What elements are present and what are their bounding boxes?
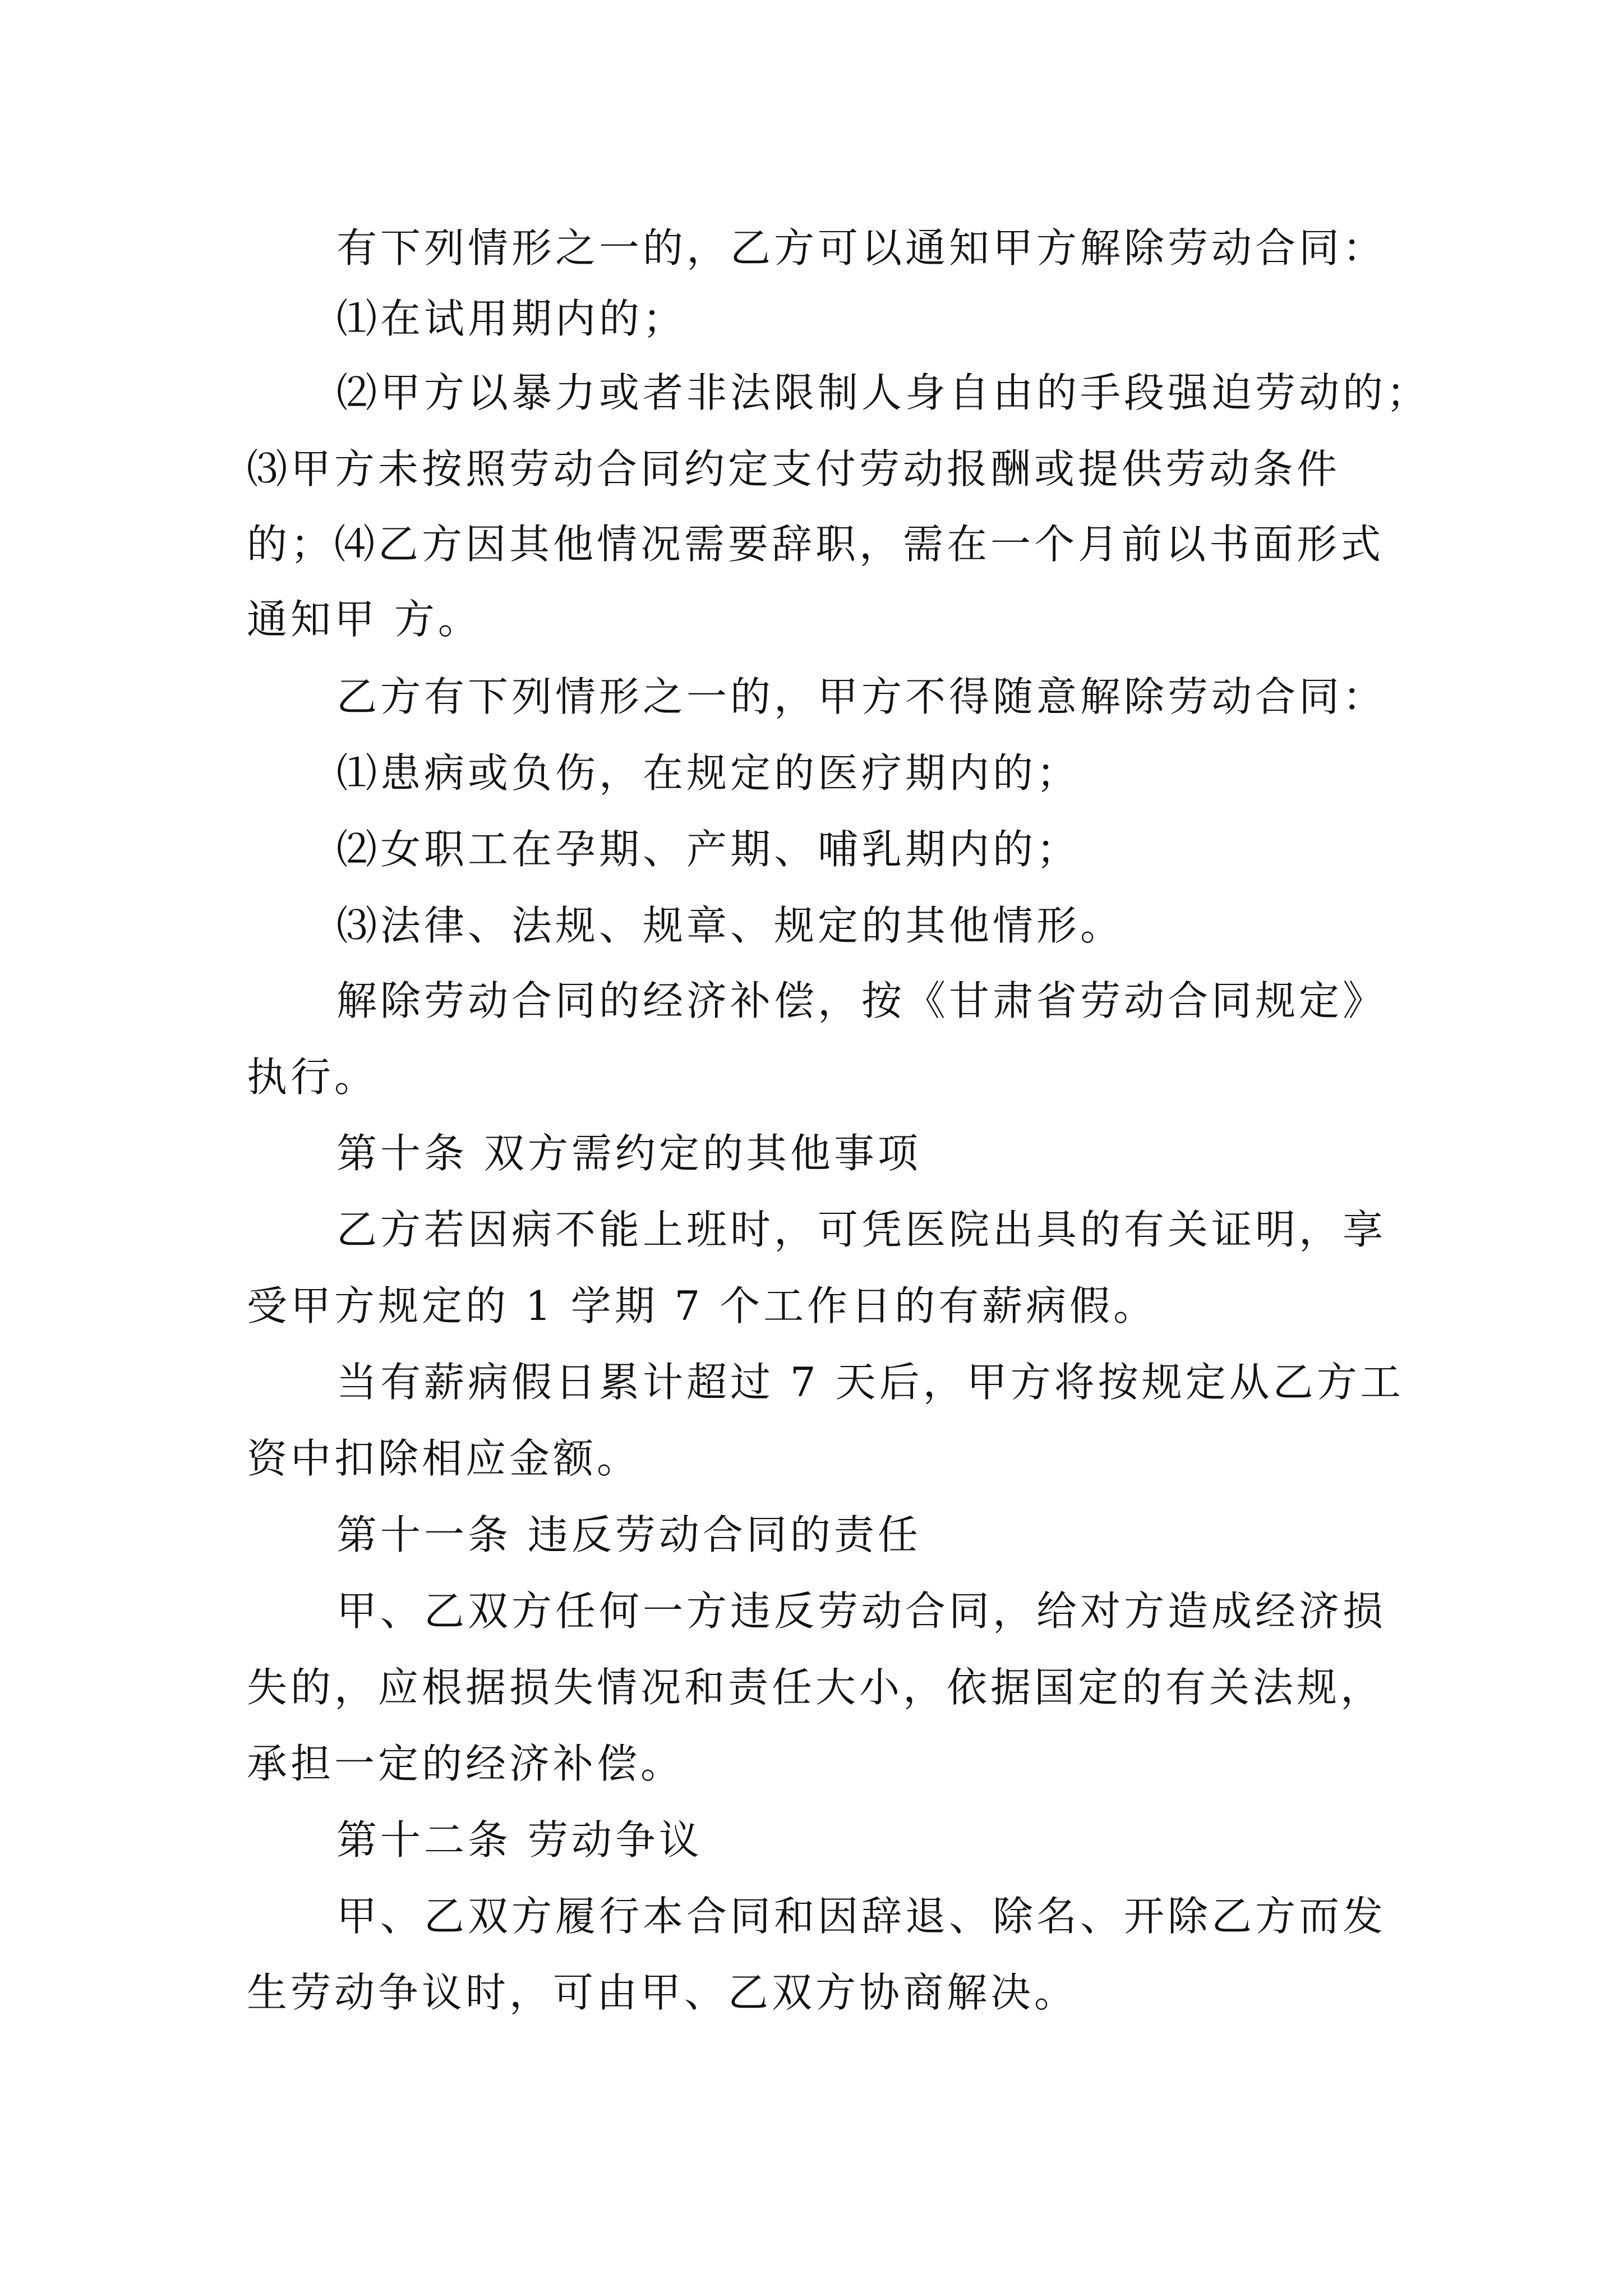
paragraph-line: 乙方若因病不能上班时，可凭医院出具的有关证明，享 [336, 1206, 1387, 1253]
paragraph-line: 有下列情形之一的，乙方可以通知甲方解除劳动合同： [336, 224, 1387, 272]
paragraph-line: 甲、乙双方履行本合同和因辞退、除名、开除乙方而发 [336, 1893, 1387, 1940]
section-heading: 第十一条 违反劳动合同的责任 [336, 1511, 921, 1558]
paragraph-line: 执行。 [247, 1053, 379, 1101]
paragraph-line: ⑶法律、法规、规章、规定的其他情形。 [336, 902, 1124, 949]
paragraph-line: 通知甲 方。 [247, 596, 482, 643]
paragraph-line: 乙方有下列情形之一的，甲方不得随意解除劳动合同： [336, 673, 1387, 720]
paragraph-line: ⑴在试用期内的； [336, 295, 687, 342]
paragraph-line: 当有薪病假日累计超过 7 天后，甲方将按规定从乙方工 [336, 1359, 1404, 1406]
paragraph-line: 承担一定的经济补偿。 [247, 1740, 685, 1787]
paragraph-line: ⑵女职工在孕期、产期、哺乳期内的； [336, 826, 1081, 873]
paragraph-line: ⑵甲方以暴力或者非法限制人身自由的手段强迫劳动的； [336, 369, 1431, 416]
paragraph-line: 解除劳动合同的经济补偿，按《甘肃省劳动合同规定》 [336, 977, 1387, 1024]
paragraph-line: 受甲方规定的 1 学期 7 个工作日的有薪病假。 [247, 1282, 1158, 1329]
paragraph-line: ⑶甲方未按照劳动合同约定支付劳动报酬或提供劳动条件 [247, 445, 1341, 493]
paragraph-line: 甲、乙双方任何一方违反劳动合同，给对方造成经济损 [336, 1588, 1387, 1635]
paragraph-line: 资中扣除相应金额。 [247, 1435, 641, 1482]
paragraph-line: 失的，应根据损失情况和责任大小，依据国定的有关法规， [247, 1664, 1385, 1711]
section-heading: 第十二条 劳动争议 [336, 1816, 703, 1864]
paragraph-line: 的；⑷乙方因其他情况需要辞职，需在一个月前以书面形式 [247, 521, 1385, 568]
section-heading: 第十条 双方需约定的其他事项 [336, 1130, 921, 1177]
paragraph-line: ⑴患病或负伤，在规定的医疗期内的； [336, 749, 1081, 797]
paragraph-line: 生劳动争议时，可由甲、乙双方协商解决。 [247, 1969, 1078, 2016]
